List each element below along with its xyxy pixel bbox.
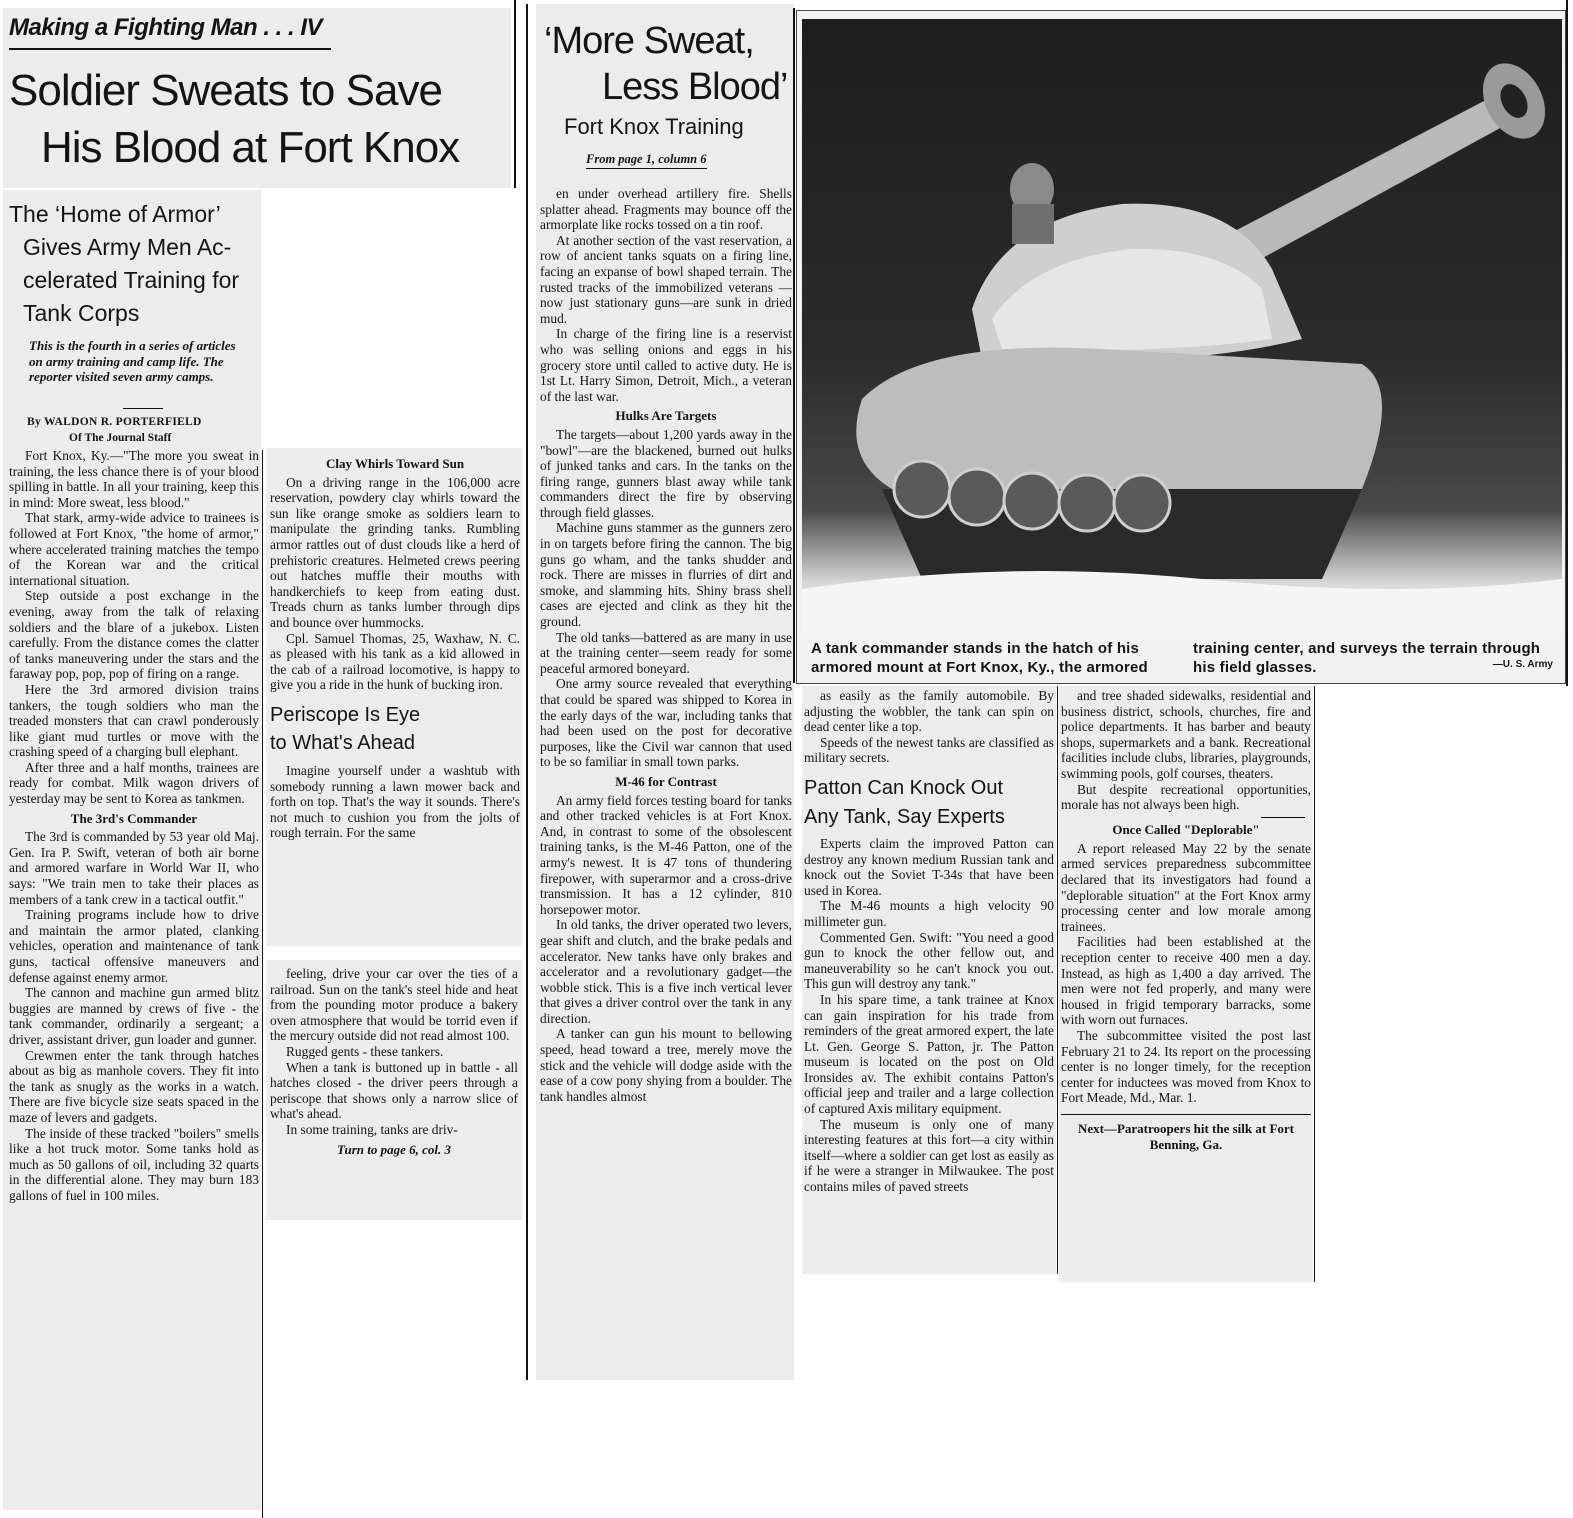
paragraph: The targets—about 1,200 yards away in the "bowl"—are the blackened, burned out hulks of junked tanks and cars. In the tanks on the firing range, gunners blast away while tank commanders direct the fire by observing through field glasses.: [540, 426, 792, 520]
article1-head-clip: [3, 8, 511, 188]
photo-right-rule: [1566, 0, 1568, 686]
deck-line-1: The ‘Home of Armor’: [9, 201, 221, 227]
article1-col2-bottom-clip: [266, 960, 522, 1220]
subhead-hulks: Hulks Are Targets: [615, 408, 717, 424]
paragraph: The old tanks—battered as are many in use at the training center—seem ready for some peaceful armored boneyard.: [540, 629, 792, 676]
paragraph: In old tanks, the driver operated two levers, gear shift and clutch, and the brake pedals and accelerator. New tanks have only brakes and accelerator and a revolutionary gadget—the wobble stick. This is a five inch vertical lever that gives a driver control over the tank in any direction.: [540, 917, 792, 1026]
deck: [9, 198, 259, 330]
paragraph: Here the 3rd armored division trains tankers, the tough soldiers who man the treaded monsters that can crawl ponderously like giant mud turtles or move with the crashing speed of a charging bull elephant.: [9, 681, 259, 760]
jump-from: From page 1, column 6: [586, 152, 707, 169]
patton-line-2: Any Tank, Say Experts: [804, 805, 1005, 828]
intro-rule: [123, 408, 163, 409]
paragraph: feeling, drive your car over the ties of a railroad. Sun on the tank's steel hide and heat from the pounding motor produce a bakery oven atmosphere that would be torrid even if the mercury outside did not read almost 100.: [270, 966, 518, 1044]
paragraph: In charge of the firing line is a reservist who was selling onions and eggs in his grocery store until called to active duty. He is 1st Lt. Harry Simon, Detroit, Mich., a veteran of the last war.: [540, 326, 792, 404]
col-sep-rule-2: [1057, 686, 1058, 1274]
paragraph: The M-46 mounts a high velocity 90 millimeter gun.: [804, 898, 1054, 929]
short-rule: [1261, 817, 1305, 819]
paragraph: Experts claim the improved Patton can destroy any known medium Russian tank and knock out the Soviet T-34s that have been used in Korea.: [804, 835, 1054, 898]
article1-col2-body: [270, 452, 520, 942]
paragraph: Rugged gents - these tankers.: [286, 1043, 444, 1059]
photo-frame: [796, 10, 1566, 684]
paragraph: Facilities had been established at the reception center to receive 400 men a day. Instead, as high as 1,400 a day arrived. The men were not fed properly, and many were housed in frigid temporary barracks, some with worn out furnaces.: [1061, 934, 1311, 1028]
col-sep-rule-3: [1314, 686, 1315, 1282]
article2-col1-clip: [536, 4, 794, 1380]
paragraph: and tree shaded sidewalks, residential and business district, schools, churches, fire and police departments. It has barber and beauty shops, supermarkets and a bank. Recreational facilities include clubs, libraries, playgrounds, swimming pools, golf courses, theaters.: [1061, 688, 1311, 781]
head-side-rule: [514, 0, 516, 188]
paragraph: At another section of the vast reservation, a row of ancient tanks squats on a firing line, facing an expanse of bowl shaped terrain. The rusted tracks of the immobilized veterans — now just stationary guns—are sunk in dried mud.: [540, 232, 792, 326]
paragraph: The inside of these tracked "boilers" smells like a hot truck motor. Some tanks hold as much as 50 gallons of oil, including 32 quarts in the differential alone. They may burn 183 gallons of fuel in 100 miles.: [9, 1125, 259, 1203]
deck-line-4: Tank Corps: [23, 300, 140, 326]
paragraph: The 3rd is commanded by 53 year old Maj. Gen. Ira P. Swift, veteran of both air borne and armored warfare in World War II, who says: "We train men to take their places as members of a tank crew in a tactical outfit.": [9, 829, 259, 907]
tank-photo-icon: [802, 19, 1562, 633]
deck-line-3: celerated Training for: [23, 267, 240, 293]
photo-credit: —U. S. Army: [1492, 659, 1553, 670]
paragraph: When a tank is buttoned up in battle - all hatches closed - the driver peers through a periscope that shows only a narrow slice of what's ahead.: [270, 1059, 518, 1122]
article2-col2-body: [804, 688, 1054, 1272]
paragraph: The cannon and machine gun armed blitz buggies are manned by crews of five - the tank commander, ordinarily a sergeant; a driver, assistant driver, gun loader and gunner.: [9, 985, 259, 1047]
paragraph: But despite recreational opportunities, morale has not always been high.: [1061, 781, 1311, 813]
headline-line-1: Soldier Sweats to Save: [9, 66, 442, 115]
paragraph: One army source revealed that everything that could be spared was shipped to Korea in the early days of the war, including tanks that had been used on the post for decorative purposes, like the Civil war cannon that used to be so familiar in small town parks.: [540, 676, 792, 770]
article2-left-rule: [526, 4, 528, 1380]
paragraph: Machine guns stammer as the gunners zero in on targets before firing the cannon. The big guns go wham, and the tanks shudder and rock. There are misses in flurries of dirt and smoke, and slamming hits. Shiny brass shell cases are ejected and clink as they hit the ground.: [540, 520, 792, 630]
article2-col3-body: [1061, 688, 1311, 1278]
patton-line-1: Patton Can Knock Out: [804, 776, 1004, 799]
paragraph: In his spare time, a tank trainee at Knox can gain inspiration for his trade from reminders of the great armored expert, the late Lt. Gen. George S. Patton, jr. The Patton museum is located on the post on Old Ironsides av. The exhibit contains Patton's official jeep and trailer and a large collection of captured Axis military equipment.: [804, 991, 1054, 1117]
paragraph: An army field forces testing board for tanks and other tracked vehicles is at Fort Knox. And, in contrast to some of the obsolescent training tanks, is the M-46 Patton, one of the army's newest. It is 47 tons of thundering firepower, with superarmor and a cross-drive transmission. It has a 12 cylinder, 810 horsepower motor.: [540, 792, 792, 917]
article1-col1-clip: [3, 190, 261, 1510]
article2-deck: Fort Knox Training: [564, 114, 744, 139]
paragraph: That stark, army-wide advice to trainees is followed at Fort Knox, "the home of armor," where accelerated training matches the tempo of the Korean war and the critical international situation.: [9, 510, 259, 588]
photo-caption-left: A tank commander stands in the hatch of his armored mount at Fort Knox, Ky., the armored: [811, 640, 1148, 676]
article2-col1-body: [540, 186, 792, 1378]
headline-line-2: His Blood at Fort Knox: [41, 123, 460, 172]
article2-col3-clip: [1059, 686, 1313, 1282]
paragraph: Cpl. Samuel Thomas, 25, Waxhaw, N. C. as pleased with his tank as a kid allowed in the cab of a railroad locomotive, is happy to give you a ride in the hunk of bucking iron.: [270, 630, 520, 693]
paragraph: Speeds of the newest tanks are classified as military secrets.: [804, 734, 1054, 766]
paragraph: A report released May 22 by the senate armed services preparedness subcommittee declared that its investigators had found a "deplorable situation" at the Fort Knox army processing center and low morale among trainees.: [1061, 840, 1311, 934]
paragraph: Crewmen enter the tank through hatches about as big as manhole covers. They fit into the tank as snugly as the works in a watch. There are five bicycle size seats spaced in the maze of levers and gadgets.: [9, 1047, 259, 1125]
paragraph: In some training, tanks are driv-: [286, 1121, 458, 1137]
article2-col2-clip: [802, 686, 1056, 1274]
byline: By WALDON R. PORTERFIELD: [27, 416, 202, 428]
kicker: Making a Fighting Man . . . IV: [9, 14, 323, 41]
periscope-line-2: to What's Ahead: [270, 731, 416, 754]
col1-right-rule: [262, 450, 263, 1518]
headline2-line-1: ‘More Sweat,: [544, 20, 754, 62]
periscope-line-1: Periscope Is Eye: [270, 703, 421, 726]
paragraph: Commented Gen. Swift: "You need a good gun to knock the other fellow out, and maneuverability so he can't knock you out. This gun will destroy any tank.": [804, 929, 1054, 992]
paragraph: The subcommittee visited the post last February 21 to 24. Its report on the processing center is no longer timely, for the reception center for inductees was moved from Knox to Fort Meade, Md., Mar. 1.: [1061, 1027, 1311, 1106]
kicker-rule: [9, 48, 331, 50]
subhead-m46: M-46 for Contrast: [615, 773, 717, 789]
tank-photo: [802, 19, 1562, 633]
paragraph: as easily as the family automobile. By adjusting the wobbler, the tank can spin on dead center like a top.: [804, 688, 1054, 735]
paragraph: A tanker can gun his mount to bellowing speed, head toward a tree, merely move the stick and the vehicle will dodge aside with the ease of a cow pony shying from a boulder. The tank handles almost: [540, 1026, 792, 1104]
paragraph: The museum is only one of many interesting features at this fort—a city within itself—where a soldier can get lost as easily as if he were a stranger in Milwaukee. The post contains miles of paved streets: [804, 1116, 1054, 1195]
paragraph: en under overhead artillery fire. Shells splatter ahead. Fragments may bounce off the armorplate like rocks tossed on a tin roof.: [540, 186, 792, 233]
paragraph: Training programs include how to drive and maintain the armor plated, clanking vehicles, operation and maintenance of tank guns, tactical offensive maneuvers and defense against enemy armor.: [9, 907, 259, 985]
paragraph: After three and a half months, trainees are ready for combat. Milk wagon drivers of yesterday may be sent to Korea as tankmen.: [9, 759, 259, 807]
byline-staff: Of The Journal Staff: [69, 432, 172, 444]
headline2-line-2: Less Blood’: [602, 66, 788, 108]
article1-col2c-body: [270, 966, 518, 1216]
article1-col2-top-clip: [266, 448, 522, 946]
deck-line-2: Gives Army Men Ac-: [23, 234, 232, 260]
paragraph: Step outside a post exchange in the evening, away from the talk of relaxing soldiers and the blare of a jukebox. Listen carefully. From the distance comes the clatter of tanks maneuvering under the stars and the faraway pop, pop, pop of firing on a range.: [9, 588, 259, 682]
paragraph: Imagine yourself under a washtub with somebody running a lawn mower back and forth on top. That's the way it sounds. There's not much to cushion you from the jolts of rough terrain. For the same: [270, 762, 520, 841]
subhead-clay: Clay Whirls Toward Sun: [325, 456, 465, 471]
paragraph: Fort Knox, Ky.—"The more you sweat in training, the less chance there is of your blood spilling in battle. In all your training, keep this in mind: More sweat, less blood.": [9, 448, 259, 510]
paragraph: On a driving range in the 106,000 acre reservation, powdery clay whirls toward the sun like orange smoke as soldiers learn to manipulate the grinding tanks. Rumbling armor rattles out of dust clouds like a herd of prehistoric creatures. Helmeted crews peering out hatches muffle their mouths with handkerchiefs to keep from eating dust. Treads churn as tanks lumber through dips and bounce over hummocks.: [270, 474, 520, 630]
periscope-head: [270, 701, 520, 757]
intro-note: This is the fourth in a series of articles on army training and camp life. The reporter visited seven army camps.: [29, 338, 236, 384]
article1-col1-body: [9, 448, 259, 1508]
subhead-deplorable: Once Called "Deplorable": [1112, 822, 1260, 838]
photo-caption-right: training center, and surveys the terrain through his field glasses.: [1193, 640, 1541, 676]
patton-head: [804, 774, 1054, 832]
end-rule: [1061, 1114, 1311, 1116]
article2-headline: [536, 18, 794, 110]
jump-line: Turn to page 6, col. 3: [337, 1141, 451, 1157]
next-line: Next—Paratroopers hit the silk at Fort Benning, Ga.: [1077, 1121, 1295, 1153]
subhead-commander: The 3rd's Commander: [70, 810, 198, 826]
photo-left-rule: [793, 8, 795, 683]
